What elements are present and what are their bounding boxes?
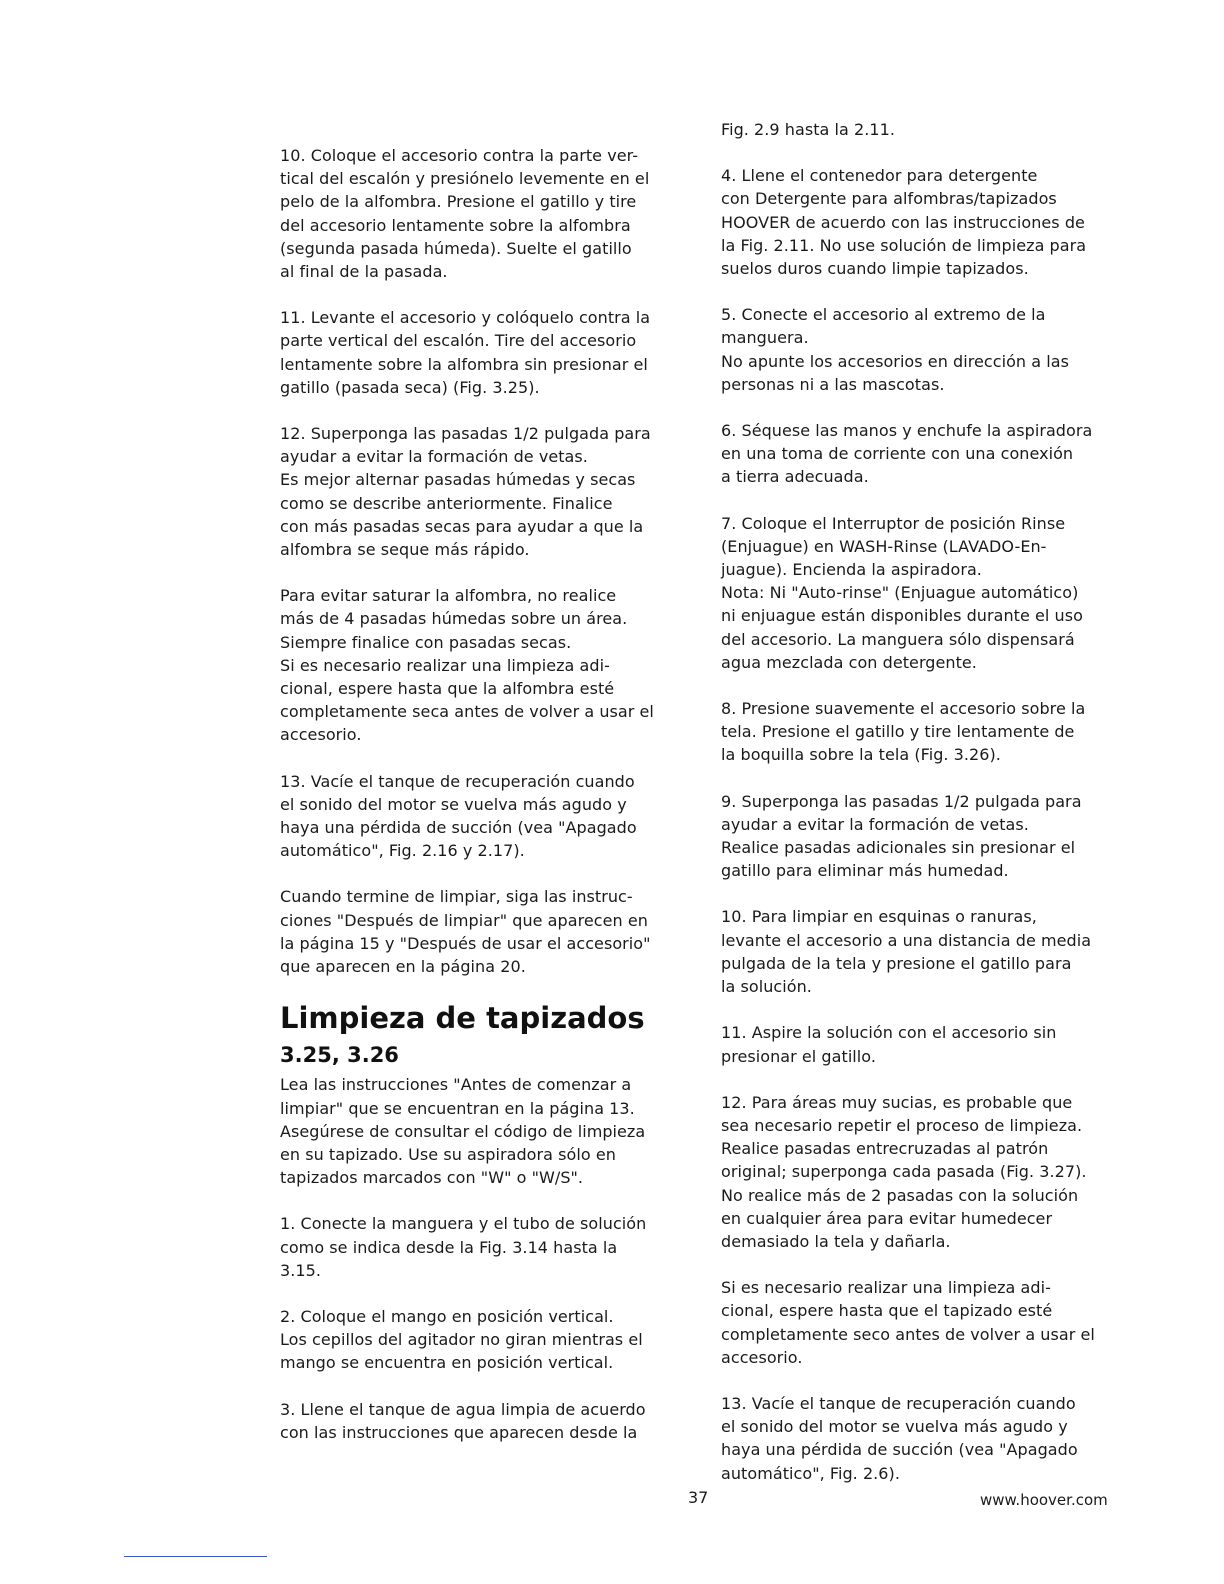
upholstery-step-11: 11. Aspire la solución con el accesorio sin presionar el gatillo. — [721, 1023, 1057, 1066]
upholstery-intro: Lea las instrucciones "Antes de comenzar a limpiar" que se encuentran en la página 13. Asegúrese de consultar el código de limpieza en su tapizado. Use su aspiradora sólo en tapizados marcados con "W" o "W/S". — [280, 1075, 646, 1188]
section-title: Limpieza de tapizados — [280, 1001, 645, 1036]
upholstery-step-8: 8. Presione suavemente el accesorio sobre la tela. Presione el gatillo y tire lentamente de la boquilla sobre la tela (Fig. 3.26). — [721, 699, 1086, 765]
saturation-warning: Para evitar saturar la alfombra, no realice más de 4 pasadas húmedas sobre un área. Siempre finalice con pasadas secas. Si es necesario realizar una limpieza adi- cional, espere hasta que la alfombra esté completamente seca antes de volver a usar el accesorio. — [280, 586, 654, 745]
upholstery-step-13: 13. Vacíe el tanque de recuperación cuando el sonido del motor se vuelva más agudo y haya una pérdida de succión (vea "Apagado automático", Fig. 2.6). — [721, 1393, 1078, 1483]
step-11-carpet: 11. Levante el accesorio y colóquelo contra la parte vertical del escalón. Tire del accesorio lentamente sobre la alfombra sin presionar el gatillo (pasada seca) (Fig. 3.25). — [280, 308, 651, 397]
upholstery-additional-cleaning: Si es necesario realizar una limpieza adi- cional, espere hasta que el tapizado esté completamente seco antes de volver a usar el accesorio. — [721, 1278, 1095, 1367]
section-figure-ref: 3.25, 3.26 — [280, 1043, 399, 1068]
page-number: 37 — [688, 1488, 709, 1507]
upholstery-step-9: 9. Superponga las pasadas 1/2 pulgada para ayudar a evitar la formación de vetas. Realice pasadas adicionales sin presionar el gatillo para eliminar más humedad. — [721, 791, 1082, 881]
step-10-carpet: 10. Coloque el accesorio contra la parte ver- tical del escalón y presiónelo levemente en el pelo de la alfombra. Presione el gatillo y tire del accesorio lentamente sobre la alfombra (segunda pasada húmeda). Suelte el gatillo al final de la pasada. — [280, 146, 650, 282]
upholstery-step-4: 4. Llene el contenedor para detergente con Detergente para alfombras/tapizados HOOVER de acuerdo con las instrucciones de la Fig. 2.11. No use solución de limpieza para suelos duros cuando limpie tapizados. — [721, 166, 1087, 279]
upholstery-step-12: 12. Para áreas muy sucias, es probable que sea necesario repetir el proceso de limpieza. Realice pasadas entrecruzadas al patrón original; superponga cada pasada (Fig. 3.27). No realice más de 2 pasadas con la solución en cualquier área para evitar humedecer demasiado la tela y dañarla. — [721, 1092, 1087, 1251]
upholstery-step-10: 10. Para limpiar en esquinas o ranuras, levante el accesorio a una distancia de media pulgada de la tela y presione el gatillo para la solución. — [721, 907, 1092, 997]
upholstery-step-5: 5. Conecte el accesorio al extremo de la manguera. No apunte los accesorios en dirección a las personas ni a las mascotas. — [721, 305, 1069, 394]
right-column — [721, 118, 1121, 1508]
after-cleaning-note: Cuando termine de limpiar, siga las instruc- ciones "Después de limpiar" que aparecen en la página 15 y "Después de usar el accesorio" que aparecen en la página 20. — [280, 887, 651, 977]
step-13-carpet: 13. Vacíe el tanque de recuperación cuando el sonido del motor se vuelva más agudo y haya una pérdida de succión (vea "Apagado automático", Fig. 2.16 y 2.17). — [280, 771, 637, 861]
upholstery-step-6: 6. Séquese las manos y enchufe la aspiradora en una toma de corriente con una conexión a tierra adecuada. — [721, 421, 1093, 487]
bottom-divider — [124, 1556, 267, 1557]
upholstery-step-3: 3. Llene el tanque de agua limpia de acuerdo con las instrucciones que aparecen desde la — [280, 1399, 646, 1442]
upholstery-step-3-cont: Fig. 2.9 hasta la 2.11. — [721, 120, 895, 139]
left-column — [280, 144, 680, 1467]
upholstery-step-2: 2. Coloque el mango en posición vertical. Los cepillos del agitador no giran mientras el mango se encuentra en posición vertical. — [280, 1306, 643, 1373]
step-12-carpet: 12. Superponga las pasadas 1/2 pulgada para ayudar a evitar la formación de vetas. Es mejor alternar pasadas húmedas y secas como se describe anteriormente. Finalice con más pasadas secas para ayudar a que la alfombra se seque más rápido. — [280, 424, 651, 560]
website-url: www.hoover.com — [980, 1491, 1108, 1509]
upholstery-step-1: 1. Conecte la manguera y el tubo de solución como se indica desde la Fig. 3.14 hasta la 3.15. — [280, 1214, 647, 1280]
upholstery-step-7: 7. Coloque el Interruptor de posición Rinse (Enjuague) en WASH-Rinse (LAVADO-En- juague). Encienda la aspiradora. Nota: Ni "Auto-rinse" (Enjuague automático) ni enjuague están disponibles durante el uso del accesorio. La manguera sólo dispensará agua mezclada con detergente. — [721, 513, 1083, 672]
